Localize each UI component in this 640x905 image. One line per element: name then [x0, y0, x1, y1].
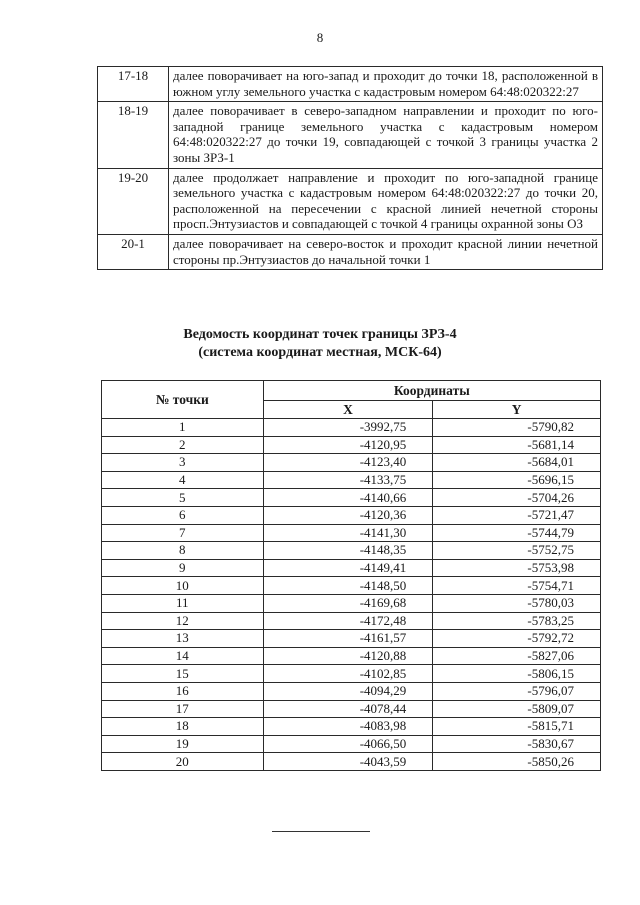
table-row: [102, 665, 601, 683]
point-number-cell: 19: [102, 735, 264, 753]
point-number-cell: 9: [102, 559, 264, 577]
x-coordinate-cell: -4120,88: [263, 647, 433, 665]
segment-description: далее продолжает направление и проходит по юго-западной границе земельного участка с кадастровым номером 64:48:020322:27 до точки 20, расположенной на пересечении с красной линией нечетной стороны просп.Энтузиастов и совпадающей с точкой 4 границы охранной зоны ОЗ: [169, 168, 603, 234]
x-coordinate-cell: -4078,44: [263, 700, 433, 718]
point-number-cell: 5: [102, 489, 264, 507]
signature-line: [272, 831, 370, 832]
y-coordinate-cell: -5696,15: [433, 471, 601, 489]
table-row: [102, 542, 601, 560]
point-number-cell: 16: [102, 682, 264, 700]
y-coordinate-cell: -5850,26: [433, 753, 601, 771]
segment-id: 18-19: [98, 102, 169, 168]
coordinates-table: [101, 380, 601, 771]
point-number-cell: 7: [102, 524, 264, 542]
x-coordinate-cell: -4172,48: [263, 612, 433, 630]
segment-row: [98, 67, 603, 102]
table-row: [102, 559, 601, 577]
point-number-cell: 18: [102, 718, 264, 736]
point-number-cell: 6: [102, 506, 264, 524]
table-row: [102, 594, 601, 612]
point-number-cell: 8: [102, 542, 264, 560]
point-number-cell: 11: [102, 594, 264, 612]
x-coordinate-cell: -4140,66: [263, 489, 433, 507]
point-number-cell: 1: [102, 419, 264, 437]
table-row: [102, 471, 601, 489]
x-coordinate-cell: -4161,57: [263, 630, 433, 648]
segment-id: 20-1: [98, 234, 169, 269]
y-coordinate-cell: -5806,15: [433, 665, 601, 683]
y-coordinate-cell: -5796,07: [433, 682, 601, 700]
table-row: [102, 612, 601, 630]
table-row: [102, 489, 601, 507]
x-header: X: [263, 401, 433, 419]
y-coordinate-cell: -5753,98: [433, 559, 601, 577]
y-coordinate-cell: -5744,79: [433, 524, 601, 542]
y-coordinate-cell: -5704,26: [433, 489, 601, 507]
point-number-header: № точки: [102, 381, 264, 419]
table-row: [102, 700, 601, 718]
y-coordinate-cell: -5815,71: [433, 718, 601, 736]
section-heading: [0, 326, 640, 362]
table-row: [102, 753, 601, 771]
x-coordinate-cell: -4043,59: [263, 753, 433, 771]
y-coordinate-cell: -5721,47: [433, 506, 601, 524]
x-coordinate-cell: -4083,98: [263, 718, 433, 736]
y-coordinate-cell: -5752,75: [433, 542, 601, 560]
y-coordinate-cell: -5809,07: [433, 700, 601, 718]
y-coordinate-cell: -5681,14: [433, 436, 601, 454]
point-number-cell: 13: [102, 630, 264, 648]
y-coordinate-cell: -5830,67: [433, 735, 601, 753]
point-number-cell: 14: [102, 647, 264, 665]
segment-row: [98, 234, 603, 269]
point-number-cell: 2: [102, 436, 264, 454]
x-coordinate-cell: -4066,50: [263, 735, 433, 753]
x-coordinate-cell: -4102,85: [263, 665, 433, 683]
x-coordinate-cell: -4120,95: [263, 436, 433, 454]
x-coordinate-cell: -4133,75: [263, 471, 433, 489]
point-number-cell: 12: [102, 612, 264, 630]
segment-description: далее поворачивает на юго-запад и проходит до точки 18, расположенной в южном углу земельного участка с кадастровым номером 64:48:020322:27: [169, 67, 603, 102]
x-coordinate-cell: -4149,41: [263, 559, 433, 577]
page-number: 8: [316, 30, 324, 45]
y-coordinate-cell: -5827,06: [433, 647, 601, 665]
table-row: [102, 630, 601, 648]
table-row: [102, 454, 601, 472]
x-coordinate-cell: -4120,36: [263, 506, 433, 524]
point-number-cell: 17: [102, 700, 264, 718]
segment-row: [98, 102, 603, 168]
segment-description: далее поворачивает в северо-западном направлении и проходит по юго-западной границе земельного участка с кадастровым номером 64:48:020322:27 до точки 19, совпадающей с точкой 3 границы участка 2 зоны ЗРЗ-1: [169, 102, 603, 168]
segment-id: 17-18: [98, 67, 169, 102]
point-number-cell: 10: [102, 577, 264, 595]
segment-description: далее поворачивает на северо-восток и проходит красной линии нечетной стороны пр.Энтузиастов до начальной точки 1: [169, 234, 603, 269]
segment-row: [98, 168, 603, 234]
x-coordinate-cell: -4141,30: [263, 524, 433, 542]
point-number-cell: 15: [102, 665, 264, 683]
x-coordinate-cell: -4148,35: [263, 542, 433, 560]
table-row: [102, 577, 601, 595]
table-row: [102, 735, 601, 753]
heading-subtitle: (система координат местная, МСК-64): [198, 345, 442, 360]
table-row: [102, 718, 601, 736]
segment-id: 19-20: [98, 168, 169, 234]
x-coordinate-cell: -3992,75: [263, 419, 433, 437]
boundary-segments-table: [97, 66, 603, 270]
table-row: [102, 524, 601, 542]
table-row: [102, 506, 601, 524]
y-header: Y: [433, 401, 601, 419]
y-coordinate-cell: -5783,25: [433, 612, 601, 630]
table-row: [102, 436, 601, 454]
y-coordinate-cell: -5780,03: [433, 594, 601, 612]
point-number-cell: 3: [102, 454, 264, 472]
table-row: [102, 682, 601, 700]
y-coordinate-cell: -5792,72: [433, 630, 601, 648]
x-coordinate-cell: -4148,50: [263, 577, 433, 595]
x-coordinate-cell: -4169,68: [263, 594, 433, 612]
y-coordinate-cell: -5754,71: [433, 577, 601, 595]
y-coordinate-cell: -5684,01: [433, 454, 601, 472]
y-coordinate-cell: -5790,82: [433, 419, 601, 437]
coordinates-header: Координаты: [263, 381, 600, 401]
x-coordinate-cell: -4123,40: [263, 454, 433, 472]
point-number-cell: 4: [102, 471, 264, 489]
x-coordinate-cell: -4094,29: [263, 682, 433, 700]
table-row: [102, 647, 601, 665]
point-number-cell: 20: [102, 753, 264, 771]
heading-title: Ведомость координат точек границы ЗРЗ-4: [183, 327, 457, 342]
table-row: [102, 419, 601, 437]
